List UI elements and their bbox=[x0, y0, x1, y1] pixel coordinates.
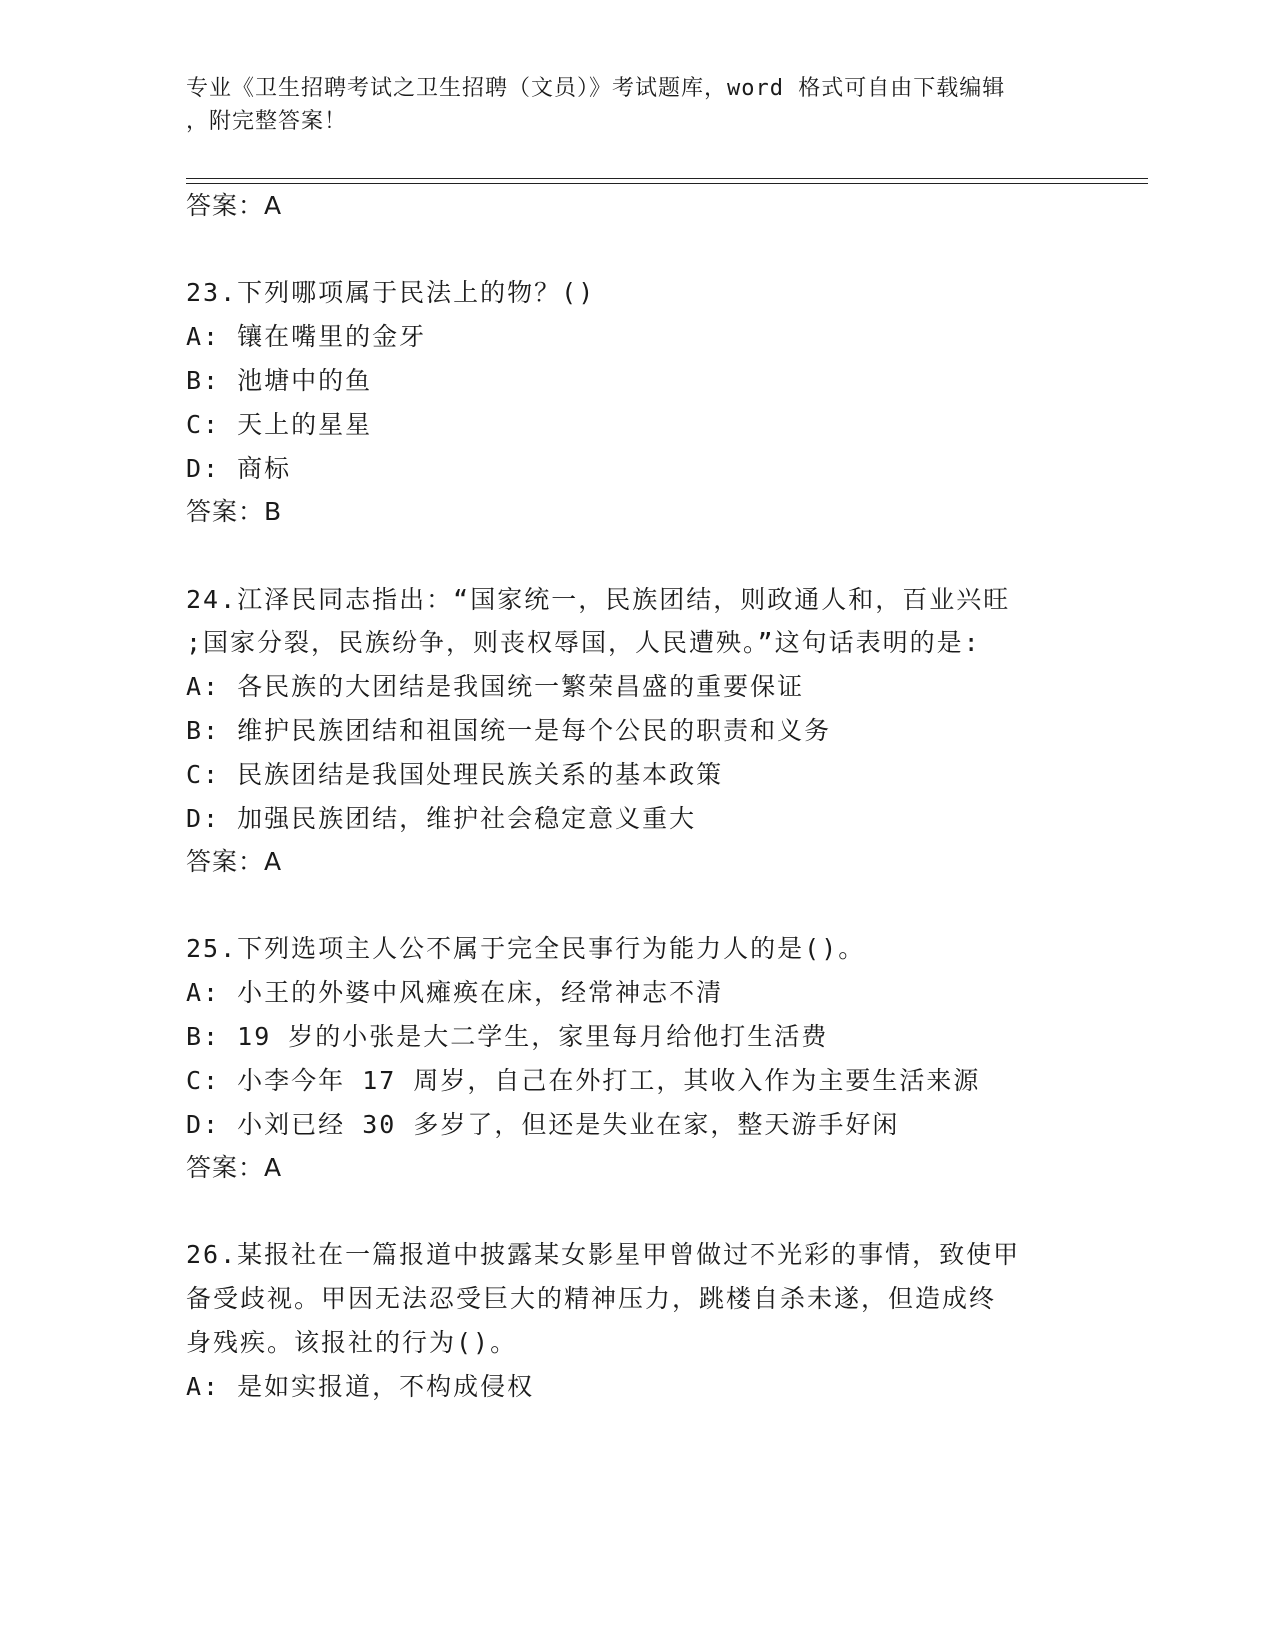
question-23-option-a: A: 镶在嘴里的金牙 bbox=[186, 322, 427, 351]
question-23-answer: 答案：B bbox=[186, 497, 283, 526]
question-26-stem-line-2: 备受歧视。甲因无法忍受巨大的精神压力，跳楼自杀未遂，但造成终 bbox=[186, 1284, 997, 1313]
question-23-option-d: D: 商标 bbox=[186, 454, 292, 483]
question-26-stem-line-3: 身残疾。该报社的行为()。 bbox=[186, 1328, 518, 1357]
question-23-option-c: C: 天上的星星 bbox=[186, 410, 373, 439]
question-25-option-d: D: 小刘已经 30 多岁了，但还是失业在家，整天游手好闲 bbox=[186, 1110, 900, 1139]
question-24-option-c: C: 民族团结是我国处理民族关系的基本政策 bbox=[186, 760, 724, 789]
question-24-answer: 答案：A bbox=[186, 847, 283, 876]
header-divider-top bbox=[186, 178, 1148, 179]
question-26-stem-line-1: 26.某报社在一篇报道中披露某女影星甲曾做过不光彩的事情，致使甲 bbox=[186, 1240, 1021, 1269]
previous-answer: 答案：A bbox=[186, 191, 283, 220]
question-24-stem-line-1: 24.江泽民同志指出：“国家统一，民族团结，则政通人和，百业兴旺 bbox=[186, 585, 1011, 614]
header-divider-bottom bbox=[186, 183, 1148, 184]
question-25-stem: 25.下列选项主人公不属于完全民事行为能力人的是()。 bbox=[186, 934, 866, 963]
header-line-2: ，附完整答案！ bbox=[186, 109, 348, 134]
question-24-option-d: D: 加强民族团结，维护社会稳定意义重大 bbox=[186, 804, 697, 833]
question-24-option-a: A: 各民族的大团结是我国统一繁荣昌盛的重要保证 bbox=[186, 672, 805, 701]
question-24-stem-line-2: ;国家分裂，民族纷争，则丧权辱国，人民遭殃。”这句话表明的是: bbox=[186, 628, 981, 657]
document-header bbox=[186, 72, 1066, 138]
question-26-option-a: A: 是如实报道，不构成侵权 bbox=[186, 1372, 535, 1401]
question-25-option-a: A: 小王的外婆中风瘫痪在床，经常神志不清 bbox=[186, 978, 724, 1007]
question-24-option-b: B: 维护民族团结和祖国统一是每个公民的职责和义务 bbox=[186, 716, 832, 745]
question-25-option-c: C: 小李今年 17 周岁，自己在外打工，其收入作为主要生活来源 bbox=[186, 1066, 981, 1095]
question-23-stem: 23.下列哪项属于民法上的物？() bbox=[186, 278, 596, 307]
question-25-answer: 答案：A bbox=[186, 1153, 283, 1182]
header-line-1: 专业《卫生招聘考试之卫生招聘（文员）》考试题库，word 格式可自由下载编辑 bbox=[186, 76, 1006, 101]
question-23-option-b: B: 池塘中的鱼 bbox=[186, 366, 373, 395]
question-25-option-b: B: 19 岁的小张是大二学生，家里每月给他打生活费 bbox=[186, 1022, 829, 1051]
